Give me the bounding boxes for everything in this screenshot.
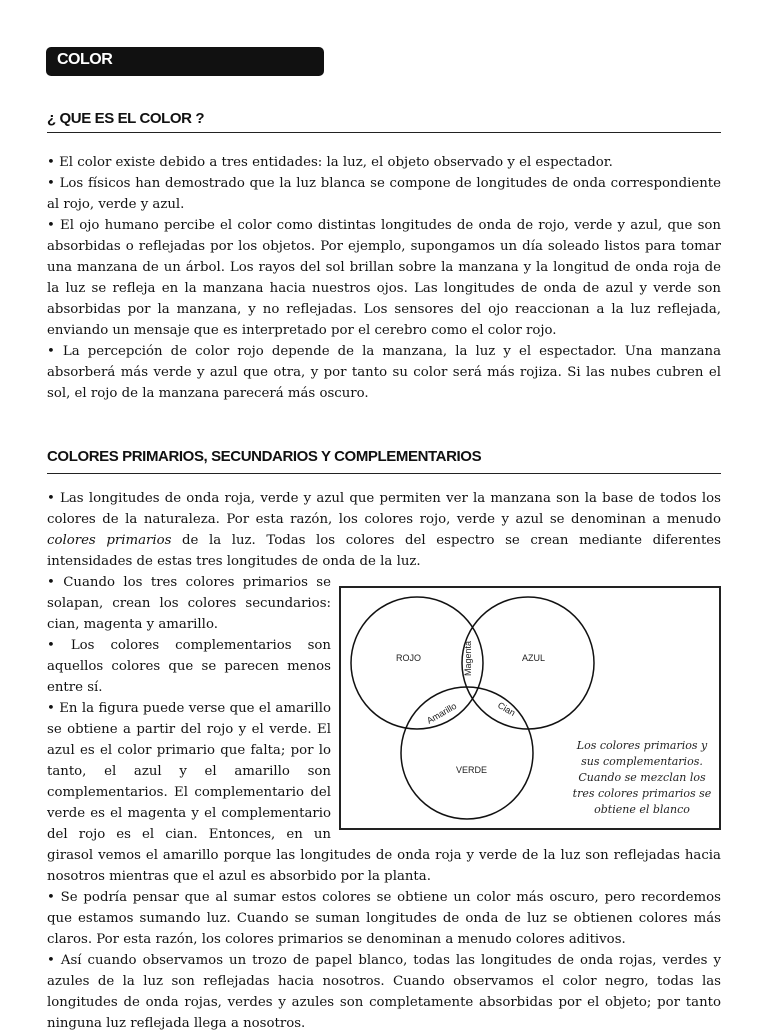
label-cian: Cian <box>496 700 518 718</box>
section2-rule <box>47 473 721 474</box>
venn-diagram-figure <box>339 586 721 830</box>
banner-title: COLOR <box>57 51 113 68</box>
label-magenta: Magenta <box>463 640 473 676</box>
italic-term: colores primarios <box>47 533 172 548</box>
label-verde: VERDE <box>456 765 488 775</box>
section1-heading: ¿ QUE ES EL COLOR ? <box>47 110 205 127</box>
label-rojo: ROJO <box>396 653 422 663</box>
paragraph: • El color existe debido a tres entidades: la luz, el objeto observado y el espectador. <box>47 155 613 170</box>
paragraph: • Cuando los tres colores primarios se solapan, crean los colores secundarios: cian, magenta y amarillo. <box>47 575 331 632</box>
blue-circle <box>462 597 594 729</box>
label-amarillo: Amarillo <box>425 700 459 726</box>
paragraph <box>47 488 721 572</box>
paragraph-text: de la luz. Todas los colores del espectro se crean mediante diferentes intensidades de estas tres longitudes de onda de la luz. <box>47 533 721 569</box>
label-azul: AZUL <box>522 653 546 663</box>
paragraph: • En la figura puede verse que el amarillo se obtiene a partir del rojo y el verde. El azul es el color primario que falta; por lo tanto, el azul y el amarillo son complementarios. El complementario del verde es el magenta y el complementario del rojo es el cian. Entonces, en un girasol vemos el amarillo porque las longitudes de onda roja y verde de la luz son reflejadas hacia nosotros mientras que el azul es absorbido por la planta. <box>47 701 721 884</box>
paragraph: • El ojo humano percibe el color como distintas longitudes de onda de rojo, verde y azul, que son absorbidas o reflejadas por los objetos. Por ejemplo, supongamos un día soleado listos para tomar una manzana de un árbol. Los rayos del sol brillan sobre la manzana y la longitud de onda roja de la luz se refleja en la manzana hacia nuestros ojos. Las longitudes de onda de azul y verde son absorbidas por la manzana, y no reflejadas. Los sensores del ojo reaccionan a la luz reflejada, enviando un mensaje que es interpretado por el cerebro como el color rojo. <box>47 218 721 338</box>
section-banner <box>46 47 324 76</box>
paragraph-text: • Las longitudes de onda roja, verde y azul que permiten ver la manzana son la base de todos los colores de la naturaleza. Por esta razón, los colores rojo, verde y azul se denominan a menudo <box>47 491 721 527</box>
section2-heading: COLORES PRIMARIOS, SECUNDARIOS Y COMPLEMENTARIOS <box>47 448 482 465</box>
section2-body <box>47 488 721 1034</box>
section1-rule <box>47 132 721 133</box>
figure-caption: Los colores primarios y sus complementarios. Cuando se mezclan los tres colores primarios se obtiene el blanco <box>572 739 712 816</box>
paragraph: • La percepción de color rojo depende de la manzana, la luz y el espectador. Una manzana absorberá más verde y azul que otra, y por tanto su color será más rojiza. Si las nubes cubren el sol, el rojo de la manzana parecerá más oscuro. <box>47 344 721 401</box>
paragraph: • Se podría pensar que al sumar estos colores se obtiene un color más oscuro, pero recordemos que estamos sumando luz. Cuando se suman longitudes de onda de luz se obtienen colores más claros. Por esta razón, los colores primarios se denominan a menudo colores aditivos. <box>47 890 721 947</box>
paragraph: • Los colores complementarios son aquellos colores que se parecen menos entre sí. <box>47 638 331 695</box>
section1-body <box>47 152 721 404</box>
paragraph: • Los físicos han demostrado que la luz blanca se compone de longitudes de onda correspondiente al rojo, verde y azul. <box>47 176 721 212</box>
paragraph: • Así cuando observamos un trozo de papel blanco, todas las longitudes de onda rojas, verdes y azules de la luz son reflejadas hacia nosotros. Cuando observamos el color negro, todas las longitudes de onda rojas, verdes y azules son completamente absorbidas por el objeto; por tanto ninguna luz reflejada llega a nosotros. <box>47 953 721 1031</box>
